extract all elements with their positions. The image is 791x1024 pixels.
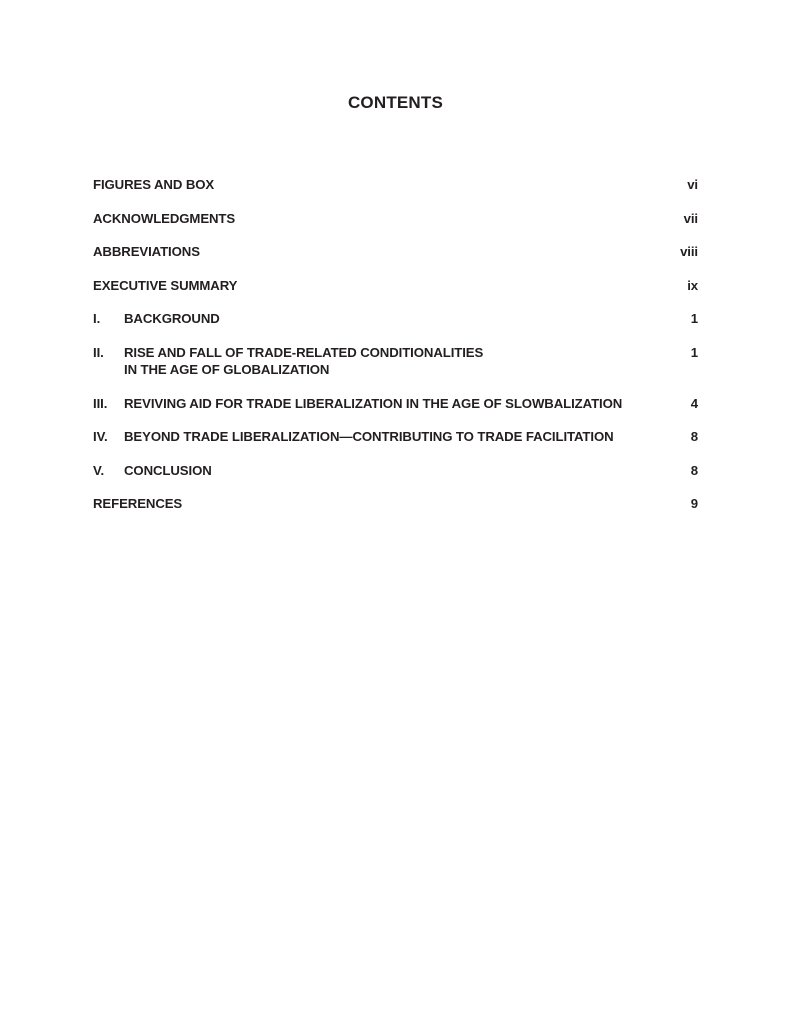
toc-entry-title: [124, 310, 666, 327]
toc-entry-page-number: 1: [690, 311, 698, 327]
toc-entry-number: V.: [93, 462, 105, 478]
toc-entry-page-number: 1: [690, 344, 698, 360]
toc-entry-title: [124, 395, 666, 412]
toc-entry-page-number: 8: [690, 462, 698, 478]
toc-entry-title-line: CONCLUSION: [124, 462, 212, 478]
toc-entry-title: [124, 462, 666, 479]
toc-entry-page-number: vi: [687, 177, 698, 192]
toc-entry[interactable]: [93, 310, 698, 327]
toc-entry[interactable]: [93, 210, 698, 227]
toc-entry-page-number: viii: [680, 244, 698, 260]
toc-entry-title-line: ABBREVIATIONS: [93, 244, 200, 260]
toc-entry-page-number: 8: [690, 429, 698, 445]
toc-entry-title: [93, 495, 666, 512]
toc-entry-title-line: IN THE AGE OF GLOBALIZATION: [124, 361, 330, 377]
toc-entry[interactable]: [93, 462, 698, 479]
toc-entry-number: III.: [93, 395, 108, 411]
toc-entry-title: [93, 176, 666, 193]
toc-entry-title: [93, 210, 666, 227]
page-title: CONTENTS: [347, 93, 444, 112]
toc-entry-title-line: BEYOND TRADE LIBERALIZATION—CONTRIBUTING TO TRADE FACILITATION: [124, 429, 614, 445]
toc-entry[interactable]: [93, 277, 698, 294]
toc-entry-number: I.: [93, 311, 101, 327]
toc-entry-page-number: ix: [687, 277, 698, 293]
toc-entry-title-line: EXECUTIVE SUMMARY: [93, 277, 238, 293]
toc-entry-title: [93, 277, 666, 294]
toc-entry[interactable]: [93, 176, 698, 193]
toc-entry-title-line: RISE AND FALL OF TRADE-RELATED CONDITIONALITIES: [124, 344, 484, 360]
table-of-contents: [93, 176, 698, 529]
toc-entry-title-line: FIGURES AND BOX: [93, 177, 215, 192]
toc-entry[interactable]: [93, 495, 698, 512]
toc-entry-title: [124, 344, 666, 378]
toc-entry[interactable]: [93, 428, 698, 445]
toc-entry-page-number: 4: [690, 395, 698, 411]
toc-entry-title-line: REVIVING AID FOR TRADE LIBERALIZATION IN THE AGE OF SLOWBALIZATION: [124, 395, 623, 411]
toc-entry-number: IV.: [93, 429, 108, 445]
toc-entry-number: II.: [93, 344, 104, 360]
toc-entry-page-number: 9: [690, 496, 698, 512]
toc-entry-title: [124, 428, 666, 445]
toc-entry[interactable]: [93, 344, 698, 378]
toc-entry[interactable]: [93, 395, 698, 412]
toc-entry-page-number: vii: [683, 210, 698, 226]
toc-entry-title-line: REFERENCES: [93, 496, 183, 512]
toc-entry-title-line: ACKNOWLEDGMENTS: [93, 210, 236, 226]
toc-entry[interactable]: [93, 243, 698, 260]
toc-entry-title-line: BACKGROUND: [124, 311, 220, 327]
toc-entry-title: [93, 243, 666, 260]
